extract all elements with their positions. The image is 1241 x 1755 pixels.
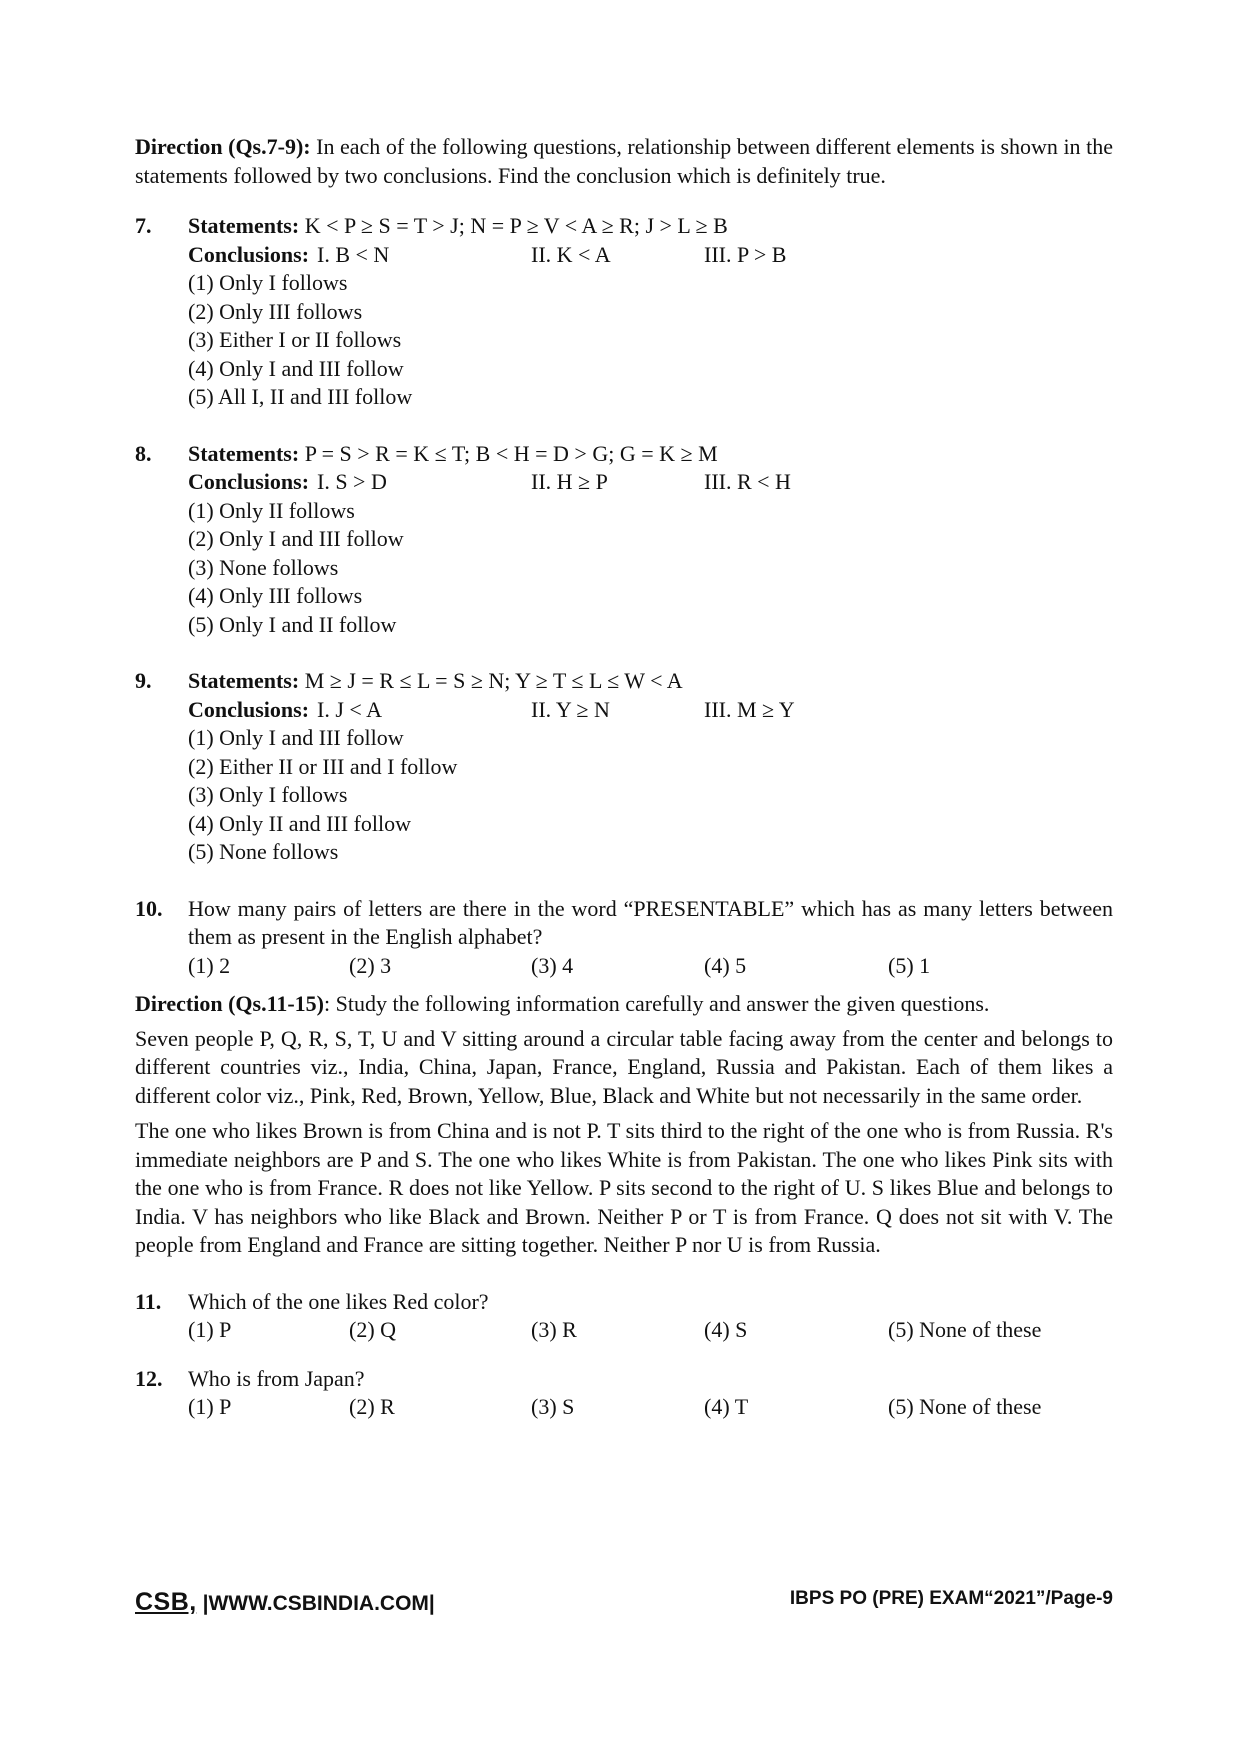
question-10 bbox=[135, 895, 1113, 981]
option-2: (2) Only III follows bbox=[188, 298, 363, 324]
question-number: 11. bbox=[135, 1288, 162, 1314]
direction-label: Direction (Qs.11-15) bbox=[135, 991, 325, 1016]
info-paragraph-1: Seven people P, Q, R, S, T, U and V sitting around a circular table facing away from the center and belongs to different countries viz., India, China, Japan, France, England, Russia and Pakistan. Each of them likes a different color viz., Pink, Red, Brown, Yellow, Blue, Black and White but not necessarily in the same order. bbox=[135, 1025, 1113, 1108]
question-number: 8. bbox=[135, 440, 152, 466]
options-row bbox=[188, 1316, 1113, 1345]
conclusion-1: I. J < A bbox=[317, 696, 382, 722]
statements-text: P = S > R = K ≤ T; B < H = D > G; G = K ≥ M bbox=[299, 440, 718, 466]
option-1: (1) Only II follows bbox=[188, 497, 355, 523]
conclusions-line bbox=[188, 696, 1113, 725]
option-2: (2) Only I and III follow bbox=[188, 526, 404, 551]
conclusion-2: II. K < A bbox=[531, 241, 611, 267]
option-5: (5) 1 bbox=[888, 952, 931, 978]
option-1: (1) P bbox=[188, 1317, 232, 1342]
statements-line bbox=[188, 212, 1113, 241]
statements-text: K < P ≥ S = T > J; N = P ≥ V < A ≥ R; J > L ≥ B bbox=[299, 213, 728, 238]
option-5: (5) Only I and II follow bbox=[188, 611, 397, 637]
option-4: (4) Only III follows bbox=[188, 583, 363, 608]
statements-label: Statements: bbox=[188, 668, 300, 693]
conclusion-3: III. P > B bbox=[704, 241, 787, 267]
direction-label: Direction (Qs.7-9): bbox=[135, 134, 311, 159]
question-text: How many pairs of letters are there in the word “PRESENTABLE” which has as many letters between them as present in the English alphabet? bbox=[188, 895, 1113, 949]
option-2: (2) R bbox=[349, 1394, 395, 1419]
conclusions-label: Conclusions: bbox=[188, 241, 310, 267]
direction-text: : Study the following information carefully and answer the given questions. bbox=[324, 991, 990, 1016]
option-3: (3) Either I or II follows bbox=[188, 327, 402, 352]
question-7 bbox=[135, 212, 1113, 412]
statements-label: Statements: bbox=[188, 213, 300, 238]
question-11 bbox=[135, 1288, 1113, 1345]
question-page bbox=[135, 133, 1113, 1422]
direction-11-15 bbox=[135, 990, 1113, 1019]
option-4: (4) 5 bbox=[704, 952, 747, 978]
option-5: (5) None follows bbox=[188, 839, 339, 864]
option-5: (5) None of these bbox=[888, 1317, 1042, 1342]
conclusion-2: II. H ≥ P bbox=[531, 469, 608, 494]
option-1: (1) 2 bbox=[188, 952, 231, 978]
conclusion-2: II. Y ≥ N bbox=[531, 696, 610, 722]
option-4: (4) T bbox=[704, 1394, 749, 1419]
statements-label: Statements: bbox=[188, 440, 300, 466]
question-text: Who is from Japan? bbox=[188, 1365, 365, 1391]
option-3: (3) S bbox=[531, 1394, 575, 1419]
option-3: (3) 4 bbox=[531, 952, 574, 978]
conclusion-1: I. S > D bbox=[317, 469, 387, 494]
footer-brand bbox=[135, 1588, 435, 1617]
option-3: (3) Only I follows bbox=[188, 782, 348, 807]
page-footer bbox=[135, 1588, 1113, 1618]
option-2: (2) Either II or III and I follow bbox=[188, 753, 458, 779]
statements-line bbox=[188, 667, 1113, 696]
conclusions-line bbox=[188, 241, 1113, 270]
conclusions-line bbox=[188, 468, 1113, 497]
info-paragraph-2: The one who likes Brown is from China and is not P. T sits third to the right of the one who is from Russia. R's immediate neighbors are P and S. The one who likes White is from Pakistan. The one who likes Pink sits with the one who is from France. R does not like Yellow. P sits second to the right of U. S likes Blue and belongs to India. V has neighbors who like Black and Brown. Neither P or T is from France. Q does not sit with V. The people from England and France are sitting together. Neither P nor U is from Russia. bbox=[135, 1118, 1113, 1257]
conclusion-3: III. R < H bbox=[704, 469, 791, 494]
question-number: 12. bbox=[135, 1365, 163, 1391]
options-row bbox=[188, 952, 1113, 981]
page-label: IBPS PO (PRE) EXAM“2021”/Page-9 bbox=[789, 1588, 1113, 1609]
option-4: (4) Only II and III follow bbox=[188, 810, 411, 836]
option-5: (5) All I, II and III follow bbox=[188, 384, 413, 409]
option-1: (1) Only I and III follow bbox=[188, 725, 404, 750]
option-5: (5) None of these bbox=[888, 1394, 1042, 1419]
question-12 bbox=[135, 1365, 1113, 1422]
conclusions-label: Conclusions: bbox=[188, 469, 310, 494]
statements-text: M ≥ J = R ≤ L = S ≥ N; Y ≥ T ≤ L ≤ W < A bbox=[299, 668, 683, 693]
option-1: (1) Only I follows bbox=[188, 270, 348, 295]
option-1: (1) P bbox=[188, 1394, 232, 1419]
option-4: (4) S bbox=[704, 1317, 748, 1342]
website-link: |WWW.CSBINDIA.COM| bbox=[196, 1592, 435, 1615]
statements-line bbox=[188, 440, 1113, 469]
direction-7-9 bbox=[135, 133, 1113, 190]
question-number: 7. bbox=[135, 213, 152, 238]
option-2: (2) 3 bbox=[349, 952, 392, 978]
options-row bbox=[188, 1393, 1113, 1422]
option-2: (2) Q bbox=[349, 1317, 397, 1342]
brand-logo: CSB, bbox=[135, 1588, 197, 1616]
option-3: (3) None follows bbox=[188, 554, 339, 580]
conclusion-3: III. M ≥ Y bbox=[704, 696, 795, 722]
question-number: 9. bbox=[135, 668, 152, 693]
option-4: (4) Only I and III follow bbox=[188, 355, 404, 381]
option-3: (3) R bbox=[531, 1317, 577, 1342]
question-8 bbox=[135, 440, 1113, 640]
direction-text: In each of the following questions, relationship between different elements is shown in the statements followed by two conclusions. Find the conclusion which is definitely true. bbox=[135, 134, 1113, 188]
conclusion-1: I. B < N bbox=[317, 241, 390, 267]
question-9 bbox=[135, 667, 1113, 867]
question-text: Which of the one likes Red color? bbox=[188, 1288, 489, 1314]
question-number: 10. bbox=[135, 895, 163, 921]
conclusions-label: Conclusions: bbox=[188, 696, 310, 722]
